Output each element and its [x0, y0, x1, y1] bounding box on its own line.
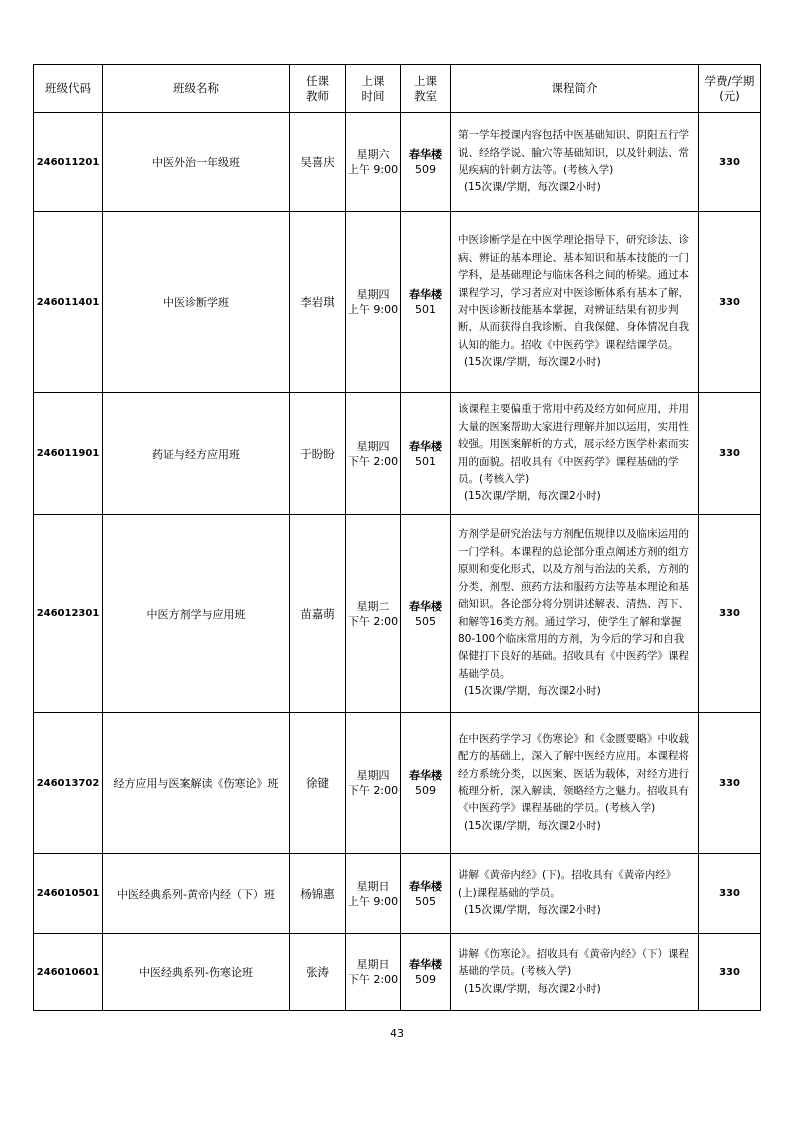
course-description	[451, 113, 699, 212]
class-day: 星期日	[356, 958, 390, 971]
description-text: 方剂学是研究治法与方剂配伍规律以及临床运用的一门学科。本课程的总论部分重点阐述方剂的组方原则和变化形式，以及方剂与治法的关系，方剂的分类、剂型、煎药方法和服药方法等基本理论和基础知识。各论部分将分别讲述解表、清热、泻下、和解等16类方剂。通过学习，使学生了解和掌握80-100个临床常用的方剂，为今后的学习和自我保健打下良好的基础。招收具有《中医药学》课程基础学员。	[458, 528, 689, 680]
course-description	[451, 934, 699, 1011]
building-name: 春华楼	[409, 958, 442, 971]
class-hour: 下午 2:00	[347, 454, 399, 468]
header-room-line2: 教室	[414, 88, 437, 103]
class-code: 246011901	[34, 393, 103, 515]
room-number: 501	[415, 303, 436, 316]
course-description	[451, 854, 699, 934]
header-room	[401, 65, 451, 113]
class-time	[346, 713, 401, 854]
table-row	[34, 393, 761, 515]
room-number: 505	[415, 894, 436, 908]
class-time	[346, 934, 401, 1011]
class-hour: 下午 2:00	[347, 614, 399, 628]
class-name: 中医外治一年级班	[103, 113, 290, 212]
header-fee-line2: (元)	[719, 88, 740, 103]
building-name: 春华楼	[409, 879, 442, 893]
building-name: 春华楼	[409, 769, 442, 782]
table-row	[34, 212, 761, 393]
class-code: 246013702	[34, 713, 103, 854]
class-time	[346, 515, 401, 713]
class-name: 药证与经方应用班	[103, 393, 290, 515]
class-hour: 上午 9:00	[347, 303, 399, 316]
room-number: 501	[415, 454, 436, 468]
header-teacher	[290, 65, 346, 113]
session-note: (15次课/学期，每次课2小时)	[464, 181, 601, 194]
teacher-name: 徐键	[290, 713, 346, 854]
room-number: 509	[415, 973, 436, 986]
teacher-name: 张涛	[290, 934, 346, 1011]
teacher-name: 杨锦惠	[290, 854, 346, 934]
session-note: (15次课/学期，每次课2小时)	[464, 982, 601, 995]
class-code: 246011201	[34, 113, 103, 212]
header-class-code: 班级代码	[34, 65, 103, 113]
class-time	[346, 113, 401, 212]
class-name: 中医经典系列-伤寒论班	[103, 934, 290, 1011]
description-text: 第一学年授课内容包括中医基础知识、阴阳五行学说、经络学说、腧穴等基础知识，以及针刺法、常见疾病的针刺方法等。(考核入学)	[458, 129, 689, 176]
class-name: 中医方剂学与应用班	[103, 515, 290, 713]
tuition-fee: 330	[699, 934, 761, 1011]
table-row	[34, 934, 761, 1011]
description-text: 讲解《黄帝内经》(下)。招收具有《黄帝内经》(上)课程基础的学员。	[458, 869, 677, 899]
header-time	[346, 65, 401, 113]
header-description: 课程简介	[451, 65, 699, 113]
description-text: 讲解《伤寒论》。招收具有《黄帝内经》（下）课程基础的学员。(考核入学)	[458, 947, 689, 978]
classroom	[401, 212, 451, 393]
header-time-line2: 时间	[361, 88, 385, 103]
classroom	[401, 393, 451, 515]
course-description	[451, 515, 699, 713]
class-time	[346, 854, 401, 934]
table-header-row	[34, 65, 761, 113]
description-text: 在中医药学学习《伤寒论》和《金匮要略》中收载配方的基础上，深入了解中医经方应用。本课程将经方系统分类，以医案、医话为载体，对经方进行梳理分析，深入解读，领略经方之魅力。招收具有《中医药学》课程基础的学员。(考核入学)	[458, 732, 689, 815]
course-description	[451, 713, 699, 854]
session-note: (15次课/学期，每次课2小时)	[464, 904, 601, 917]
class-name: 中医诊断学班	[103, 212, 290, 393]
header-teacher-line2: 教师	[306, 88, 329, 103]
header-room-line1: 上课	[414, 73, 437, 88]
course-table	[33, 64, 761, 1011]
building-name: 春华楼	[409, 439, 442, 453]
table-row	[34, 113, 761, 212]
tuition-fee: 330	[699, 393, 761, 515]
header-class-name: 班级名称	[103, 65, 290, 113]
room-number: 505	[415, 614, 436, 628]
class-day: 星期日	[356, 879, 390, 893]
teacher-name: 苗嘉萌	[290, 515, 346, 713]
table-row	[34, 854, 761, 934]
description-text: 中医诊断学是在中医学理论指导下，研究诊法、诊病、辨证的基本理论、基本知识和基本技能的一门学科，是基础理论与临床各科之间的桥梁。通过本课程学习，学习者应对中医诊断体系有基本了解，对中医诊断技能基本掌握，对辨证结果有初步判断，从而获得自我诊断、自我保健、身体情况自我认知的能力。招收《中医药学》课程结课学员。	[458, 234, 689, 351]
session-note: (15次课/学期，每次课2小时)	[464, 685, 601, 698]
class-name: 经方应用与医案解读《伤寒论》班	[103, 713, 290, 854]
tuition-fee: 330	[699, 854, 761, 934]
class-time	[346, 393, 401, 515]
header-fee	[699, 65, 761, 113]
class-day: 星期四	[356, 439, 390, 453]
class-hour: 下午 2:00	[347, 973, 399, 986]
session-note: (15次课/学期，每次课2小时)	[464, 356, 601, 369]
class-code: 246012301	[34, 515, 103, 713]
description-text: 该课程主要偏重于常用中药及经方如何应用，并用大量的医案帮助大家进行理解并加以运用，实用性较强。用医案解析的方式，展示经方医学朴素而实用的面貌。招收具有《中医药学》课程基础的学员。(考核入学)	[458, 403, 689, 485]
class-code: 246010601	[34, 934, 103, 1011]
teacher-name: 于盼盼	[290, 393, 346, 515]
class-day: 星期六	[356, 148, 390, 161]
session-note: (15次课/学期，每次课2小时)	[464, 819, 601, 832]
class-day: 星期二	[356, 599, 390, 613]
tuition-fee: 330	[699, 515, 761, 713]
tuition-fee: 330	[699, 713, 761, 854]
building-name: 春华楼	[409, 288, 442, 301]
tuition-fee: 330	[699, 212, 761, 393]
building-name: 春华楼	[409, 148, 442, 161]
course-description	[451, 212, 699, 393]
classroom	[401, 113, 451, 212]
class-day: 星期四	[356, 769, 390, 782]
classroom	[401, 713, 451, 854]
session-note: (15次课/学期，每次课2小时)	[464, 490, 601, 503]
class-code: 246011401	[34, 212, 103, 393]
course-description	[451, 393, 699, 515]
tuition-fee: 330	[699, 113, 761, 212]
class-hour: 上午 9:00	[347, 894, 399, 908]
class-name: 中医经典系列-黄帝内经（下）班	[103, 854, 290, 934]
class-time	[346, 212, 401, 393]
table-row	[34, 515, 761, 713]
class-day: 星期四	[356, 288, 390, 301]
header-time-line1: 上课	[361, 73, 385, 88]
classroom	[401, 934, 451, 1011]
class-hour: 上午 9:00	[347, 163, 399, 176]
room-number: 509	[415, 163, 436, 176]
room-number: 509	[415, 784, 436, 797]
page-number: 43	[390, 1027, 404, 1040]
teacher-name: 李岩琪	[290, 212, 346, 393]
building-name: 春华楼	[409, 599, 442, 613]
classroom	[401, 854, 451, 934]
table-row	[34, 713, 761, 854]
classroom	[401, 515, 451, 713]
header-fee-line1: 学费/学期	[704, 73, 755, 88]
class-hour: 下午 2:00	[347, 784, 399, 797]
header-teacher-line1: 任课	[306, 73, 329, 88]
class-code: 246010501	[34, 854, 103, 934]
teacher-name: 吴喜庆	[290, 113, 346, 212]
